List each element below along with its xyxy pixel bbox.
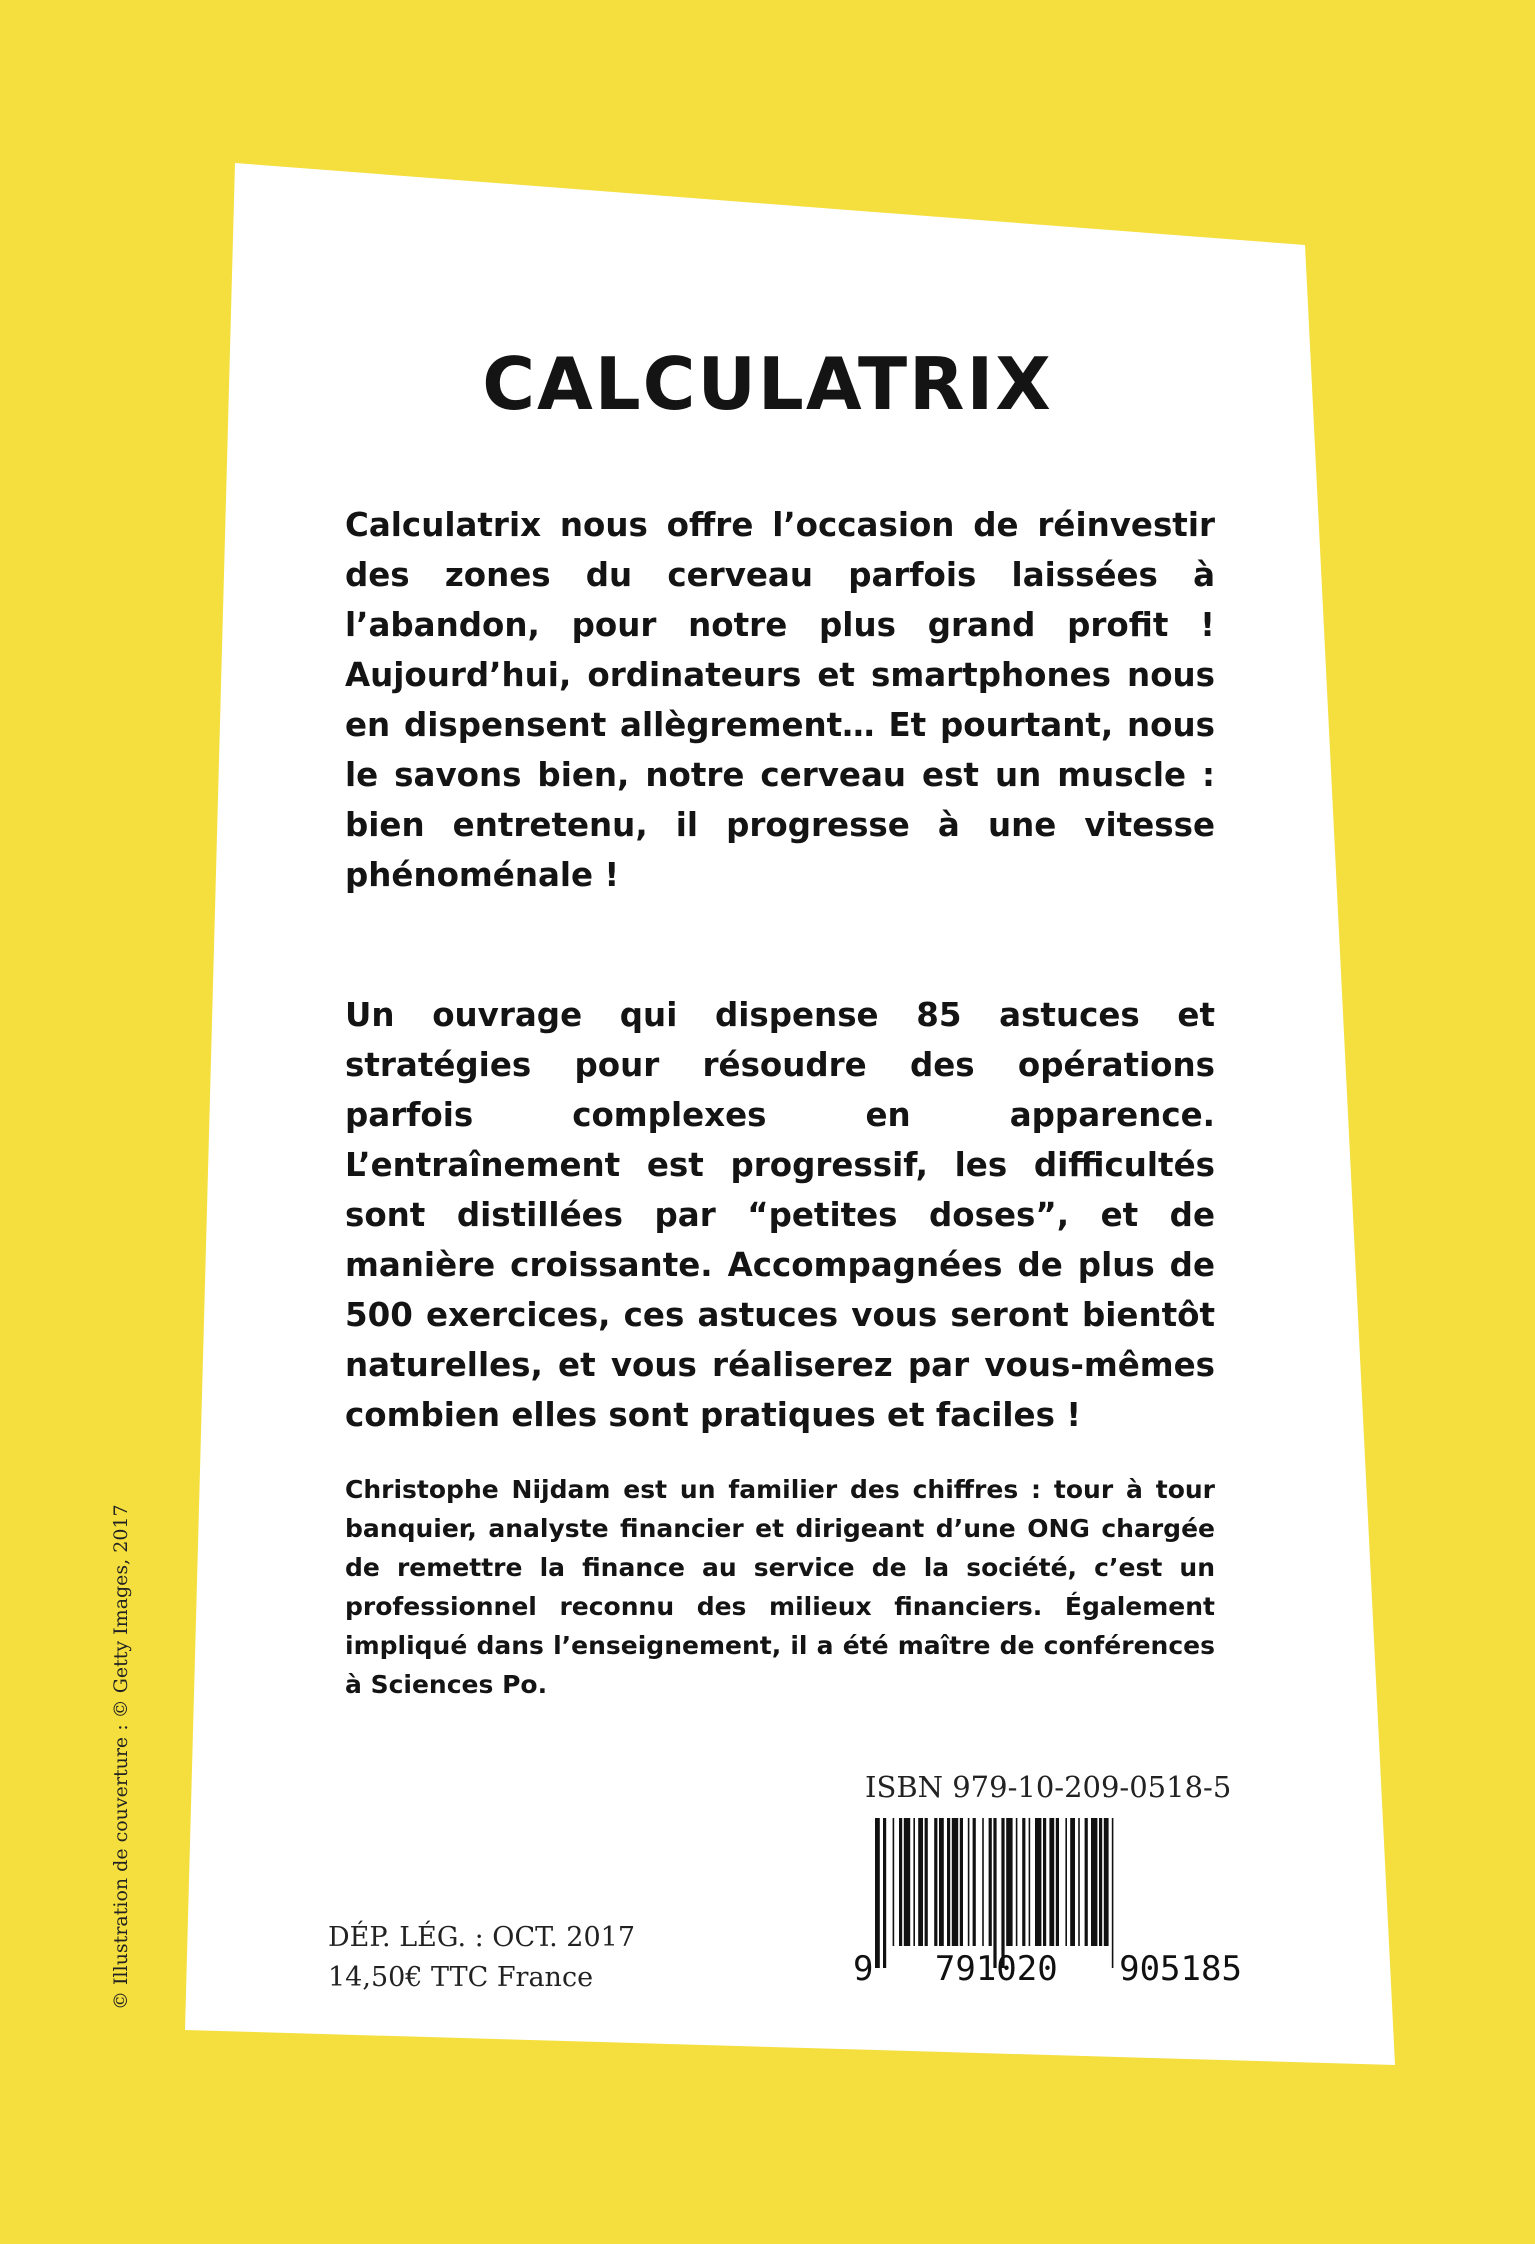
barcode-bar [939, 1818, 944, 1946]
legal-deposit: DÉP. LÉG. : OCT. 2017 [328, 1922, 636, 1953]
barcode-bar [968, 1818, 970, 1946]
barcode-bar [893, 1818, 895, 1946]
barcode-bar [934, 1818, 937, 1946]
isbn-label: ISBN 979-10-209-0518-5 [865, 1770, 1232, 1804]
barcode-bar [1099, 1818, 1102, 1946]
barcode-bar [913, 1818, 915, 1946]
barcode-bar [952, 1818, 958, 1946]
barcode-bar [989, 1818, 992, 1946]
barcode-bar [960, 1818, 963, 1946]
barcode [853, 1818, 1242, 1989]
barcode-bar [1112, 1818, 1114, 1968]
barcode-bar [1029, 1818, 1031, 1946]
barcode-bar [1104, 1818, 1109, 1946]
barcode-bar [904, 1818, 910, 1946]
barcode-bar [1065, 1818, 1067, 1946]
description-paragraph-1: Calculatrix nous offre l’occasion de réinvestir des zones du cerveau parfois laissées à l’abandon, pour notre plus grand profit ! Aujourd’hui, ordinateurs et smartphones nous en dispensent allègrement… Et pourtant, nous le savons bien, notre cerveau est un muscle : bien entretenu, il progresse à une vitesse phénoménale ! [345, 506, 1215, 894]
barcode-bar [1049, 1818, 1054, 1946]
barcode-bar [1078, 1818, 1080, 1946]
description-paragraph-2: Un ouvrage qui dispense 85 astuces et stratégies pour résoudre des opérations parfois complexes en apparence. L’entraînement est progressif, les difficultés sont distillées par “petites doses”, et de manière croissante. Accompagnées de plus de 500 exercices, ces astuces vous seront bientôt naturelles, et vous réaliserez par vous-mêmes combien elles sont pratiques et faciles ! [345, 996, 1215, 1434]
barcode-bar [1006, 1818, 1012, 1946]
barcode-bar [1056, 1818, 1059, 1946]
barcode-bar [883, 1818, 886, 1968]
barcode-bar [875, 1818, 880, 1968]
barcode-bar [925, 1818, 928, 1946]
legal-info [328, 1918, 635, 1998]
illustration-credit: © Illustration de couverture : © Getty Images, 2017 [110, 1504, 132, 2010]
barcode-digits: 9 791020 905185 [853, 1949, 1242, 1989]
barcode-bar [1016, 1818, 1018, 1946]
barcode-bar [1091, 1818, 1097, 1946]
barcode-bar [1043, 1818, 1046, 1946]
barcode-bar [899, 1818, 902, 1946]
barcode-bar [1085, 1818, 1088, 1946]
barcode-bars [875, 1818, 1113, 1968]
barcode-bar [993, 1818, 996, 1968]
barcode-bar [973, 1818, 976, 1946]
barcode-bar [918, 1818, 923, 1946]
author-bio: Christophe Nijdam est un familier des chiffres : tour à tour banquier, analyste financier et dirigeant d’une ONG chargée de remettre la finance au service de la société, c’est un professionnel reconnu des milieux financiers. Également impliqué dans l’enseignement, il a été maître de conférences à Sciences Po. [345, 1475, 1215, 1699]
barcode-bar [1001, 1818, 1004, 1968]
price: 14,50€ TTC France [328, 1962, 594, 1993]
barcode-bar [1022, 1818, 1025, 1946]
barcode-bar [1035, 1818, 1041, 1946]
barcode-bar [982, 1818, 984, 1946]
barcode-bar [947, 1818, 950, 1946]
book-title: CALCULATRIX [482, 342, 1053, 426]
barcode-bar [1070, 1818, 1075, 1946]
